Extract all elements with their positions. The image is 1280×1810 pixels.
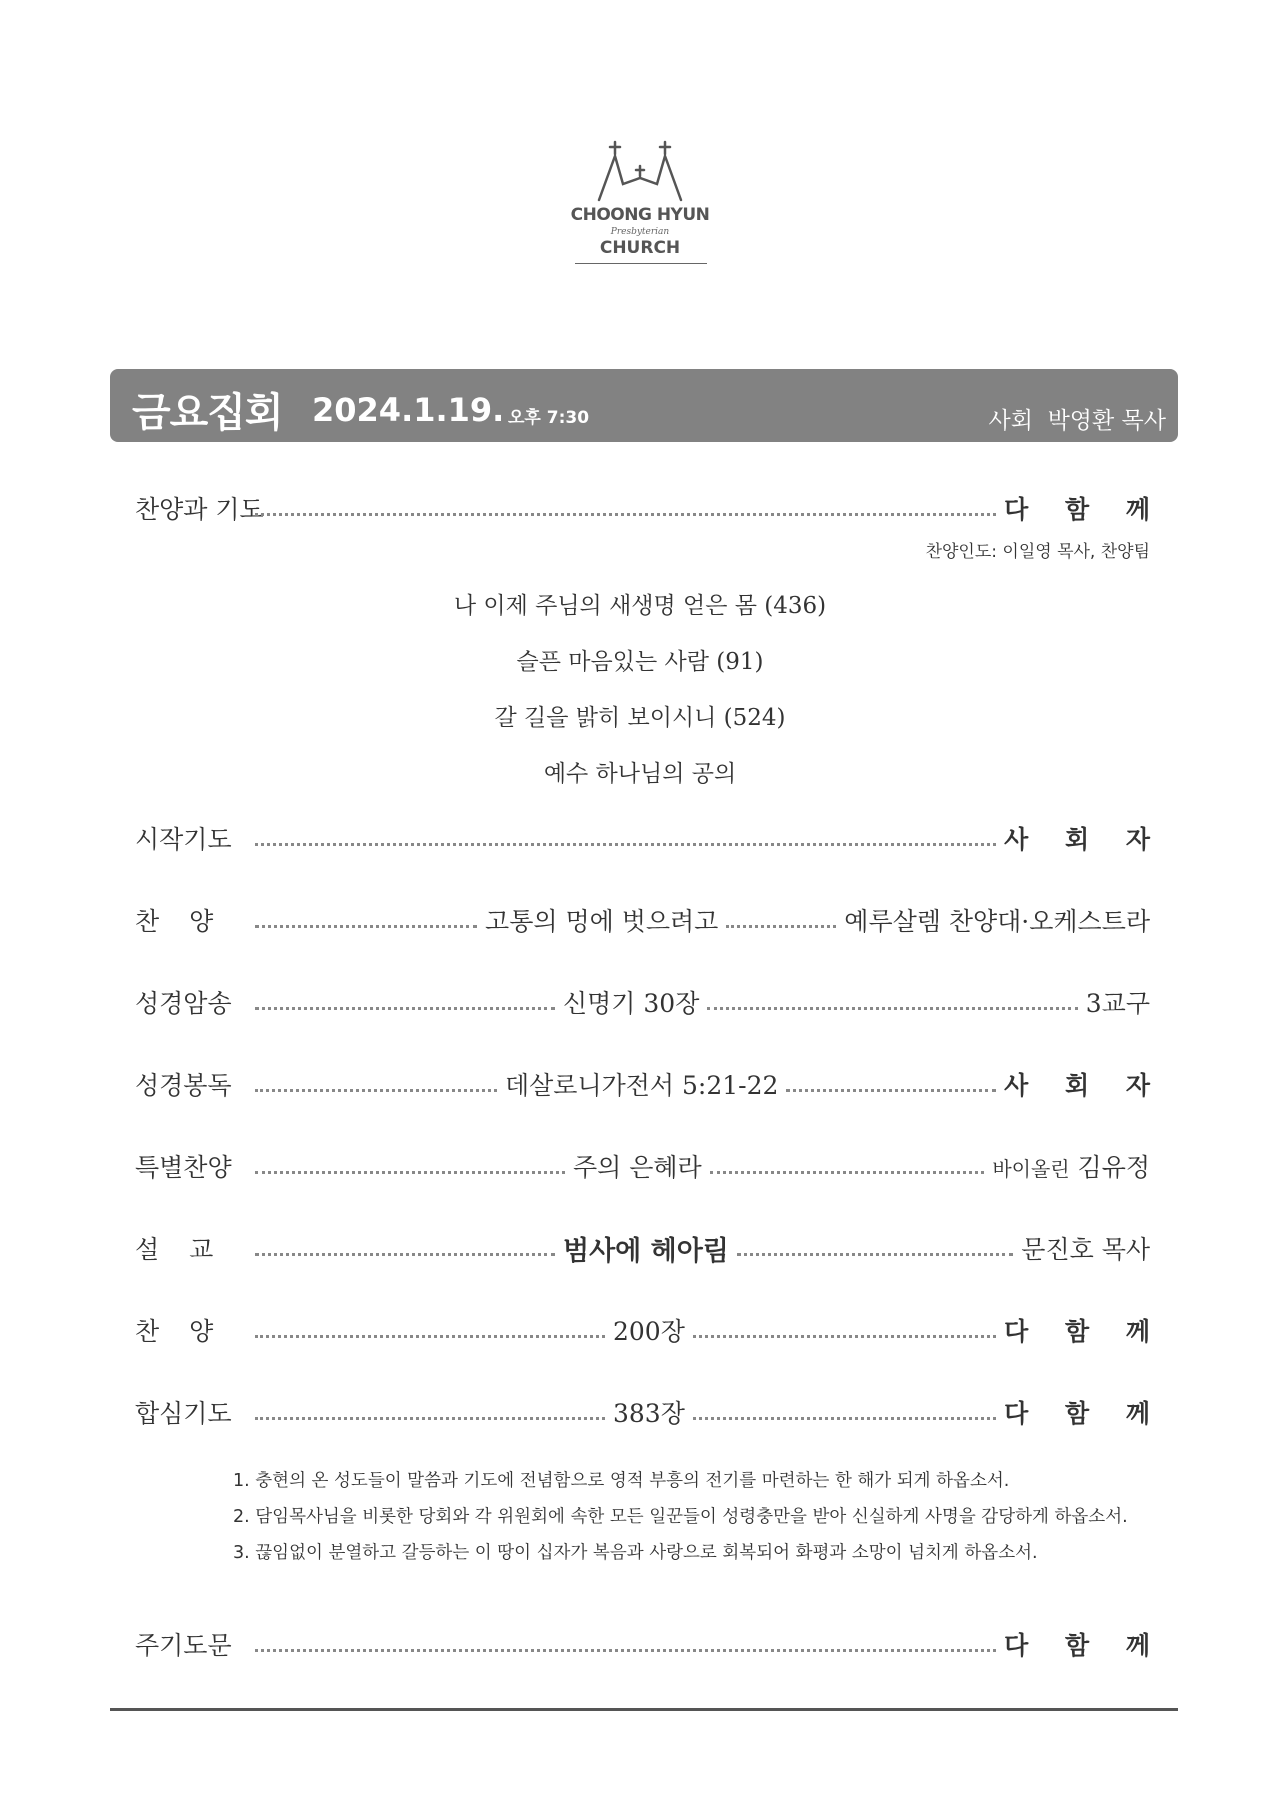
dot-leader xyxy=(255,1007,555,1010)
order-row xyxy=(135,982,1150,1022)
order-label: 성경암송 xyxy=(135,989,232,1018)
order-row xyxy=(135,1064,1164,1104)
dot-leader xyxy=(255,1089,497,1092)
order-content: 신명기 30장 xyxy=(563,989,700,1018)
dot-leader xyxy=(255,1253,555,1256)
service-time: 오후 7:30 xyxy=(508,408,590,428)
dot-leader xyxy=(255,1417,605,1420)
order-leader: 다 함 께 xyxy=(1004,1399,1164,1428)
sermon-title: 범사에 헤아림 xyxy=(563,1235,729,1267)
order-row xyxy=(135,1310,1164,1350)
order-label: 설교 xyxy=(135,1235,244,1264)
order-row xyxy=(135,1624,1164,1664)
prayer-item: 2. 담임목사님을 비롯한 당회와 각 위원회에 속한 모든 일꾼들이 성령충만을 받아 신실하게 사명을 감당하게 하옵소서. xyxy=(233,1507,1128,1527)
logo-name: CHOONG HYUN xyxy=(570,205,710,225)
order-content: 데살로니가전서 5:21-22 xyxy=(505,1071,779,1100)
order-label: 특별찬양 xyxy=(135,1153,232,1182)
order-leader: 바이올린 김유정 xyxy=(992,1153,1150,1182)
song-list xyxy=(0,588,1280,812)
dot-leader xyxy=(255,1649,996,1652)
instrument-label: 바이올린 xyxy=(992,1157,1070,1181)
logo-underline xyxy=(575,263,707,264)
logo-church: CHURCH xyxy=(599,238,681,258)
service-header xyxy=(110,369,1178,442)
order-content: 주의 은혜라 xyxy=(573,1153,702,1182)
order-leader: 다 함 께 xyxy=(1004,1631,1164,1660)
song-item: 나 이제 주님의 새생명 얻은 몸 (436) xyxy=(453,593,827,619)
order-label: 성경봉독 xyxy=(135,1071,232,1100)
church-cross-icon xyxy=(593,138,687,204)
order-content: 383장 xyxy=(613,1399,685,1428)
order-row xyxy=(135,1228,1150,1268)
dot-leader xyxy=(737,1253,1013,1256)
order-label: 주기도문 xyxy=(135,1631,232,1660)
order-label: 찬양 xyxy=(135,907,244,936)
order-label: 합심기도 xyxy=(135,1399,232,1428)
service-host: 사회 박영환 목사 xyxy=(988,408,1166,434)
dot-leader xyxy=(255,843,996,846)
order-leader: 사 회 자 xyxy=(1004,1071,1164,1100)
order-label: 찬양과 기도 xyxy=(135,495,264,524)
order-leader: 다 함 께 xyxy=(1004,495,1164,524)
song-item: 슬픈 마음있는 사람 (91) xyxy=(516,649,764,675)
order-leader: 사 회 자 xyxy=(1004,825,1164,854)
dot-leader xyxy=(693,1335,996,1338)
dot-leader xyxy=(707,1007,1077,1010)
order-leader: 다 함 께 xyxy=(1004,1317,1164,1346)
order-leader: 3교구 xyxy=(1085,989,1150,1018)
dot-leader xyxy=(255,1171,565,1174)
prayer-item: 1. 충현의 온 성도들이 말씀과 기도에 전념함으로 영적 부흥의 전기를 마련하는 한 해가 되게 하옵소서. xyxy=(233,1471,1010,1491)
order-label: 찬양 xyxy=(135,1317,244,1346)
prayer-topics xyxy=(233,1463,1133,1571)
service-date: 2024.1.19. xyxy=(312,391,505,429)
dot-leader xyxy=(786,1089,996,1092)
praise-leader-note: 찬양인도: 이일영 목사, 찬양팀 xyxy=(925,542,1150,562)
dot-leader xyxy=(255,1335,605,1338)
order-content: 200장 xyxy=(613,1317,685,1346)
dot-leader xyxy=(710,1171,985,1174)
order-row xyxy=(135,1392,1164,1432)
order-row xyxy=(135,818,1164,858)
order-content: 고통의 멍에 벗으려고 xyxy=(485,907,719,936)
order-row xyxy=(135,900,1150,940)
dot-leader xyxy=(726,925,836,928)
order-label: 시작기도 xyxy=(135,825,232,854)
dot-leader xyxy=(255,925,477,928)
church-logo xyxy=(565,138,715,268)
prayer-item: 3. 끊임없이 분열하고 갈등하는 이 땅이 십자가 복음과 사랑으로 회복되어 화평과 소망이 넘치게 하옵소서. xyxy=(233,1543,1038,1563)
logo-subtitle: Presbyterian xyxy=(610,227,670,237)
dot-leader xyxy=(255,513,996,516)
order-leader: 문진호 목사 xyxy=(1021,1235,1150,1264)
order-row xyxy=(135,488,1164,528)
dot-leader xyxy=(693,1417,996,1420)
song-item: 예수 하나님의 공의 xyxy=(543,761,737,787)
service-title: 금요집회 xyxy=(132,390,283,436)
order-row xyxy=(135,1146,1150,1186)
order-leader: 예루살렘 찬양대·오케스트라 xyxy=(844,907,1150,936)
song-item: 갈 길을 밝히 보이시니 (524) xyxy=(494,705,786,731)
footer-divider xyxy=(110,1708,1178,1711)
